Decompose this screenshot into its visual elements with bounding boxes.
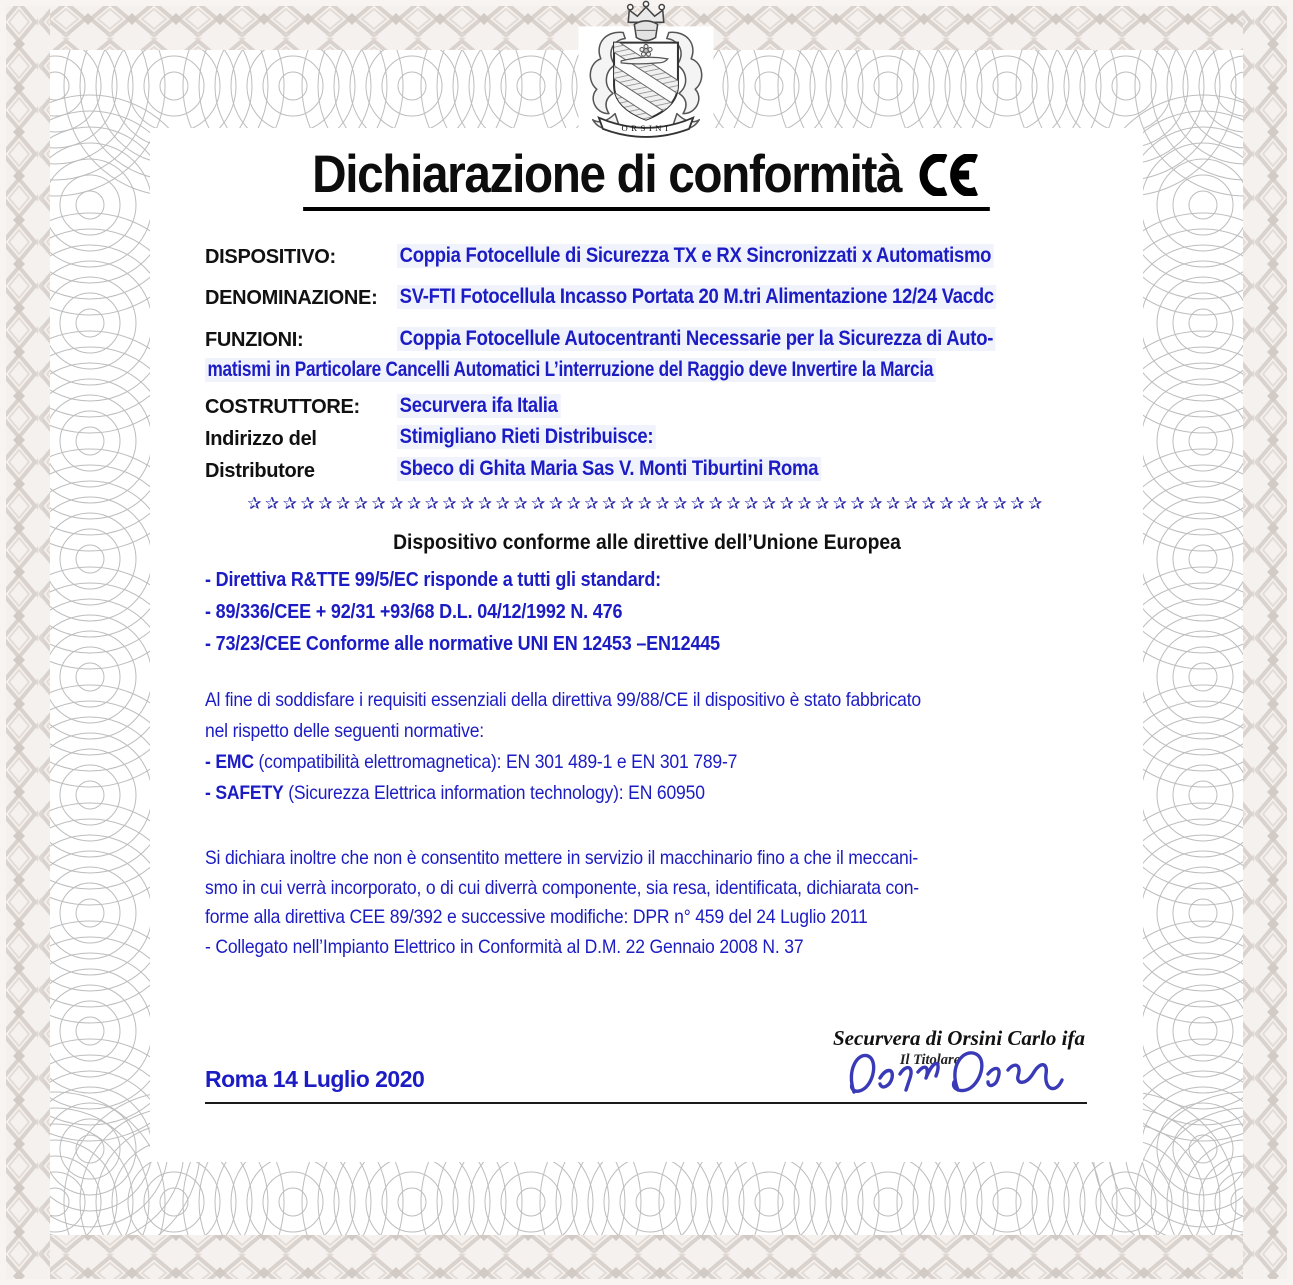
field-value-distributore: Sbeco di Ghita Maria Sas V. Monti Tiburtini Roma bbox=[397, 457, 821, 481]
declaration-line3: forme alla direttiva CEE 89/392 e successive modifiche: DPR n° 459 del 24 Luglio 2011 bbox=[205, 906, 868, 928]
declaration-paragraph bbox=[205, 844, 919, 962]
directives-list bbox=[205, 565, 720, 660]
field-label-costruttore: COSTRUTTORE: bbox=[205, 396, 360, 418]
compliance-intro-line1: Al fine di soddisfare i requisiti essenziali della direttiva 99/88/CE il dispositivo è stato fabbricato bbox=[205, 689, 922, 711]
directives-heading: Dispositivo conforme alle direttive dell’Unione Europea bbox=[392, 531, 901, 554]
compliance-safety-line: - SAFETY (Sicurezza Elettrica information technology): EN 60950 bbox=[205, 782, 705, 804]
compliance-intro-line2: nel rispetto delle seguenti normative: bbox=[205, 720, 484, 742]
title-block bbox=[150, 145, 1143, 211]
field-label-distributore: Distributore bbox=[205, 460, 315, 482]
declaration-line4: - Collegato nell’Impianto Elettrico in Conformità al D.M. 22 Gennaio 2008 N. 37 bbox=[205, 935, 804, 958]
ce-mark-icon bbox=[914, 154, 981, 196]
page-title: Dichiarazione di conformità bbox=[312, 145, 902, 204]
field-value-dispositivo: Coppia Fotocellule di Sicurezza TX e RX Sincronizzati x Automatismo bbox=[397, 244, 994, 268]
field-value-funzioni-line1: Coppia Fotocellule Autocentranti Necessarie per la Sicurezza di Auto- bbox=[397, 327, 996, 351]
directive-item-1: - Direttiva R&TTE 99/5/EC risponde a tutti gli standard: bbox=[205, 569, 661, 591]
field-label-dispositivo: DISPOSITIVO: bbox=[205, 246, 336, 268]
signer-name: Securvera di Orsini Carlo ifa bbox=[832, 1026, 1085, 1050]
field-label-indirizzo: Indirizzo del bbox=[205, 428, 317, 450]
footer-rule bbox=[205, 1102, 1087, 1104]
declaration-line2: smo in cui verrà incorporato, o di cui diverrà componente, sia resa, identificata, dichiarata con- bbox=[205, 876, 919, 899]
field-value-indirizzo: Stimigliano Rieti Distribuisce: bbox=[397, 425, 656, 449]
compliance-paragraph bbox=[205, 685, 921, 809]
compliance-emc-line: - EMC (compatibilità elettromagnetica): EN 301 489-1 e EN 301 789-7 bbox=[205, 751, 738, 773]
directive-item-2: - 89/336/CEE + 92/31 +93/68 D.L. 04/12/1992 N. 476 bbox=[205, 600, 623, 623]
field-label-funzioni: FUNZIONI: bbox=[205, 329, 304, 351]
field-value-denominazione: SV-FTI Fotocellula Incasso Portata 20 M.tri Alimentazione 12/24 Vacdc bbox=[397, 285, 997, 309]
orsini-crest bbox=[562, 0, 730, 140]
crest-crown bbox=[628, 1, 665, 22]
field-value-costruttore: Securvera ifa Italia bbox=[397, 394, 560, 418]
directive-item-3: - 73/23/CEE Conforme alle normative UNI EN 12453 –EN12445 bbox=[205, 632, 720, 655]
field-label-denominazione: DENOMINAZIONE: bbox=[205, 287, 378, 309]
certificate-content bbox=[150, 128, 1143, 1162]
date-text: Roma 14 Luglio 2020 bbox=[205, 1066, 425, 1092]
declaration-line1: Si dichiara inoltre che non è consentito mettere in servizio il macchinario fino a che il meccani- bbox=[205, 847, 918, 869]
field-value-funzioni-line2: matismi in Particolare Cancelli Automatici L’interruzione del Raggio deve Invertire la Marcia bbox=[205, 358, 936, 382]
stars-divider: ✰✰✰✰✰✰✰✰✰✰✰✰✰✰✰✰✰✰✰✰✰✰✰✰✰✰✰✰✰✰✰✰✰✰✰✰✰✰✰✰✰✰✰✰✰ bbox=[247, 494, 1046, 513]
crest-banner-text: ORSINI bbox=[621, 122, 672, 133]
signer-title: Il Titolare bbox=[899, 1052, 961, 1068]
